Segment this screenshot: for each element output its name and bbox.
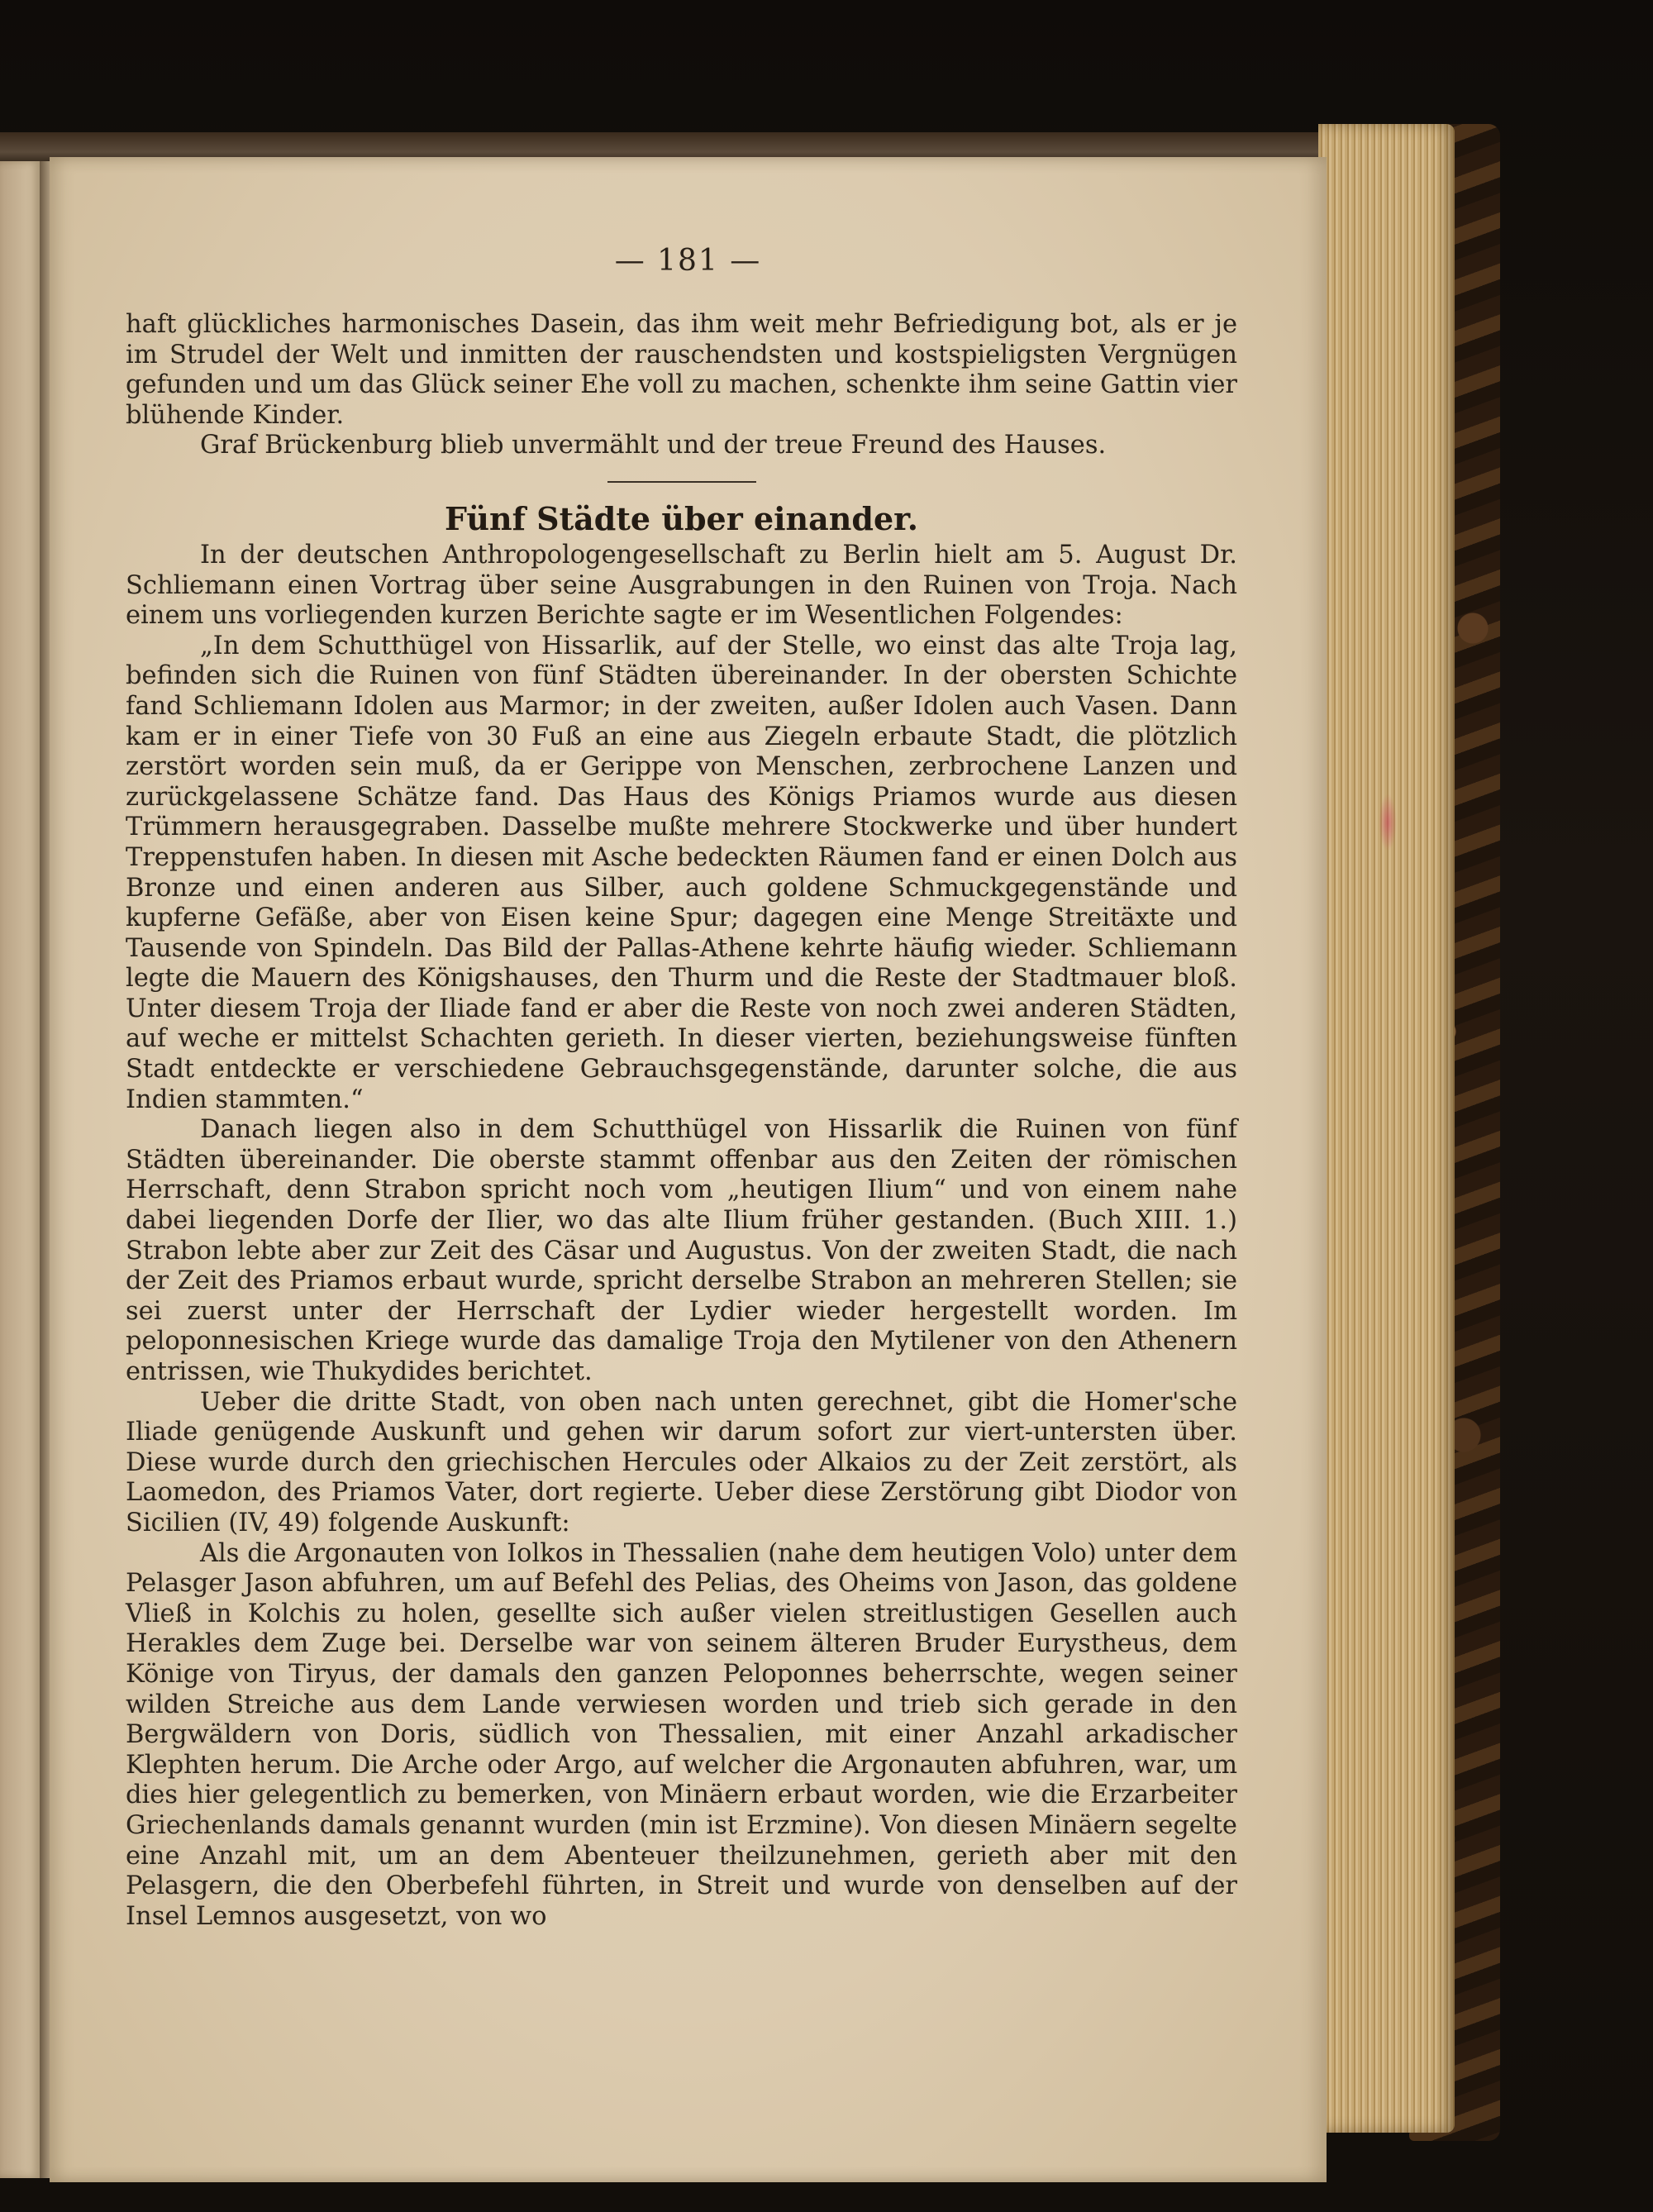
paragraph: Ueber die dritte Stadt, von oben nach unten gerechnet, gibt die Homer'sche Iliade genügende Auskunft und gehen wir darum sofort zur viert-untersten über. Diese wurde durch den griechischen Hercules oder Alkaios zu der Zeit zerstört, als Laomedon, des Priamos Vater, dort regierte. Ueber diese Zerstörung gibt Diodor von Sicilien (IV, 49) folgende Auskunft: bbox=[126, 1387, 1237, 1537]
paragraph: Als die Argonauten von Iolkos in Thessalien (nahe dem heutigen Volo) unter dem Pelasger Jason abfuhren, um auf Befehl des Pelias, des Oheims von Jason, das goldene Vließ in Kolchis zu holen, gesellte sich außer vielen streitlustigen Gesellen auch Herakles dem Zuge bei. Derselbe war von seinem älteren Bruder Eurystheus, dem Könige von Tiryus, der damals den ganzen Peloponnes beherrschte, wegen seiner wilden Streiche aus dem Lande verwiesen worden und trieb sich gerade in den Bergwäldern von Doris, südlich von Thessalien, mit einer Anzahl arkadischer Klephten herum. Die Arche oder Argo, auf welcher die Argonauten abfuhren, war, um dies hier gelegentlich zu bemerken, von Minäern erbaut worden, wie die Erzarbeiter Griechenlands damals genannt wurden (min ist Erzmine). Von diesen Minäern segelte eine Anzahl mit, um an dem Abenteuer theilzunehmen, gerieth aber mit den Pelasgern, die den Oberbefehl führten, in Streit und wurde von denselben auf der Insel Lemnos ausgesetzt, von wo bbox=[126, 1538, 1237, 1931]
page-number: — 181 — bbox=[614, 244, 762, 278]
page-text bbox=[126, 310, 1237, 1932]
paragraph: In der deutschen Anthropologengesellschaft zu Berlin hielt am 5. August Dr. Schliemann einen Vortrag über seine Ausgrabungen in den Ruinen von Troja. Nach einem uns vorliegenden kurzen Berichte sagte er im Wesentlichen Folgendes: bbox=[126, 540, 1237, 631]
book-page bbox=[50, 157, 1327, 2182]
paragraph: Graf Brückenburg blieb unvermählt und der treue Freund des Hauses. bbox=[200, 431, 1107, 460]
ink-stain bbox=[1379, 794, 1397, 851]
page-stack-edge bbox=[1318, 124, 1455, 2133]
paragraph: Danach liegen also in dem Schutthügel von Hissarlik die Ruinen von fünf Städten übereinander. Die oberste stammt offenbar aus den Zeiten der römischen Herrschaft, denn Strabon spricht noch vom „heutigen Ilium“ und von einem nahe dabei liegenden Dorfe der Ilier, wo das alte Ilium früher gestanden. (Buch XIII. 1.) Strabon lebte aber zur Zeit des Cäsar und Augustus. Von der zweiten Stadt, die nach der Zeit des Priamos erbaut wurde, spricht derselbe Strabon an mehreren Stellen; sie sei zuerst unter der Herrschaft der Lydier wieder hergestellt worden. Im peloponnesischen Kriege wurde das damalige Troja den Mytilener von den Athenern entrissen, wie Thukydides berichtet. bbox=[126, 1115, 1237, 1386]
section-divider bbox=[607, 481, 756, 483]
paragraph: haft glückliches harmonisches Dasein, das ihm weit mehr Befriedigung bot, als er je im Strudel der Welt und inmitten der rauschendsten und kostspieligsten Vergnügen gefunden und um das Glück seiner Ehe voll zu machen, schenkte ihm seine Gattin vier blühende Kinder. bbox=[126, 310, 1237, 430]
section-heading: Fünf Städte über einander. bbox=[445, 499, 918, 537]
left-page-edge bbox=[0, 161, 40, 2178]
book-gutter bbox=[40, 161, 50, 2178]
paragraph: „In dem Schutthügel von Hissarlik, auf der Stelle, wo einst das alte Troja lag, befinden sich die Ruinen von fünf Städten übereinander. In der obersten Schichte fand Schliemann Idolen aus Marmor; in der zweiten, außer Idolen auch Vasen. Dann kam er in einer Tiefe von 30 Fuß an eine aus Ziegeln erbaute Stadt, die plötzlich zerstört worden sein muß, da er Gerippe von Menschen, zerbrochene Lanzen und zurückgelassene Schätze fand. Das Haus des Königs Priamos wurde aus diesen Trümmern herausgegraben. Dasselbe mußte mehrere Stockwerke und über hundert Treppenstufen haben. In diesen mit Asche bedeckten Räumen fand er einen Dolch aus Bronze und einen anderen aus Silber, auch goldene Schmuckgegenstände und kupferne Gefäße, aber von Eisen keine Spur; dagegen eine Menge Streitäxte und Tausende von Spindeln. Das Bild der Pallas-Athene kehrte häufig wieder. Schliemann legte die Mauern des Königshauses, den Thurm und die Reste der Stadtmauer bloß. Unter diesem Troja der Iliade fand er aber die Reste von noch zwei anderen Städten, auf weche er mittelst Schachten gerieth. In dieser vierten, beziehungsweise fünften Stadt entdeckte er verschiedene Gebrauchsgegenstände, darunter solche, die aus Indien stammten.“ bbox=[126, 631, 1237, 1114]
